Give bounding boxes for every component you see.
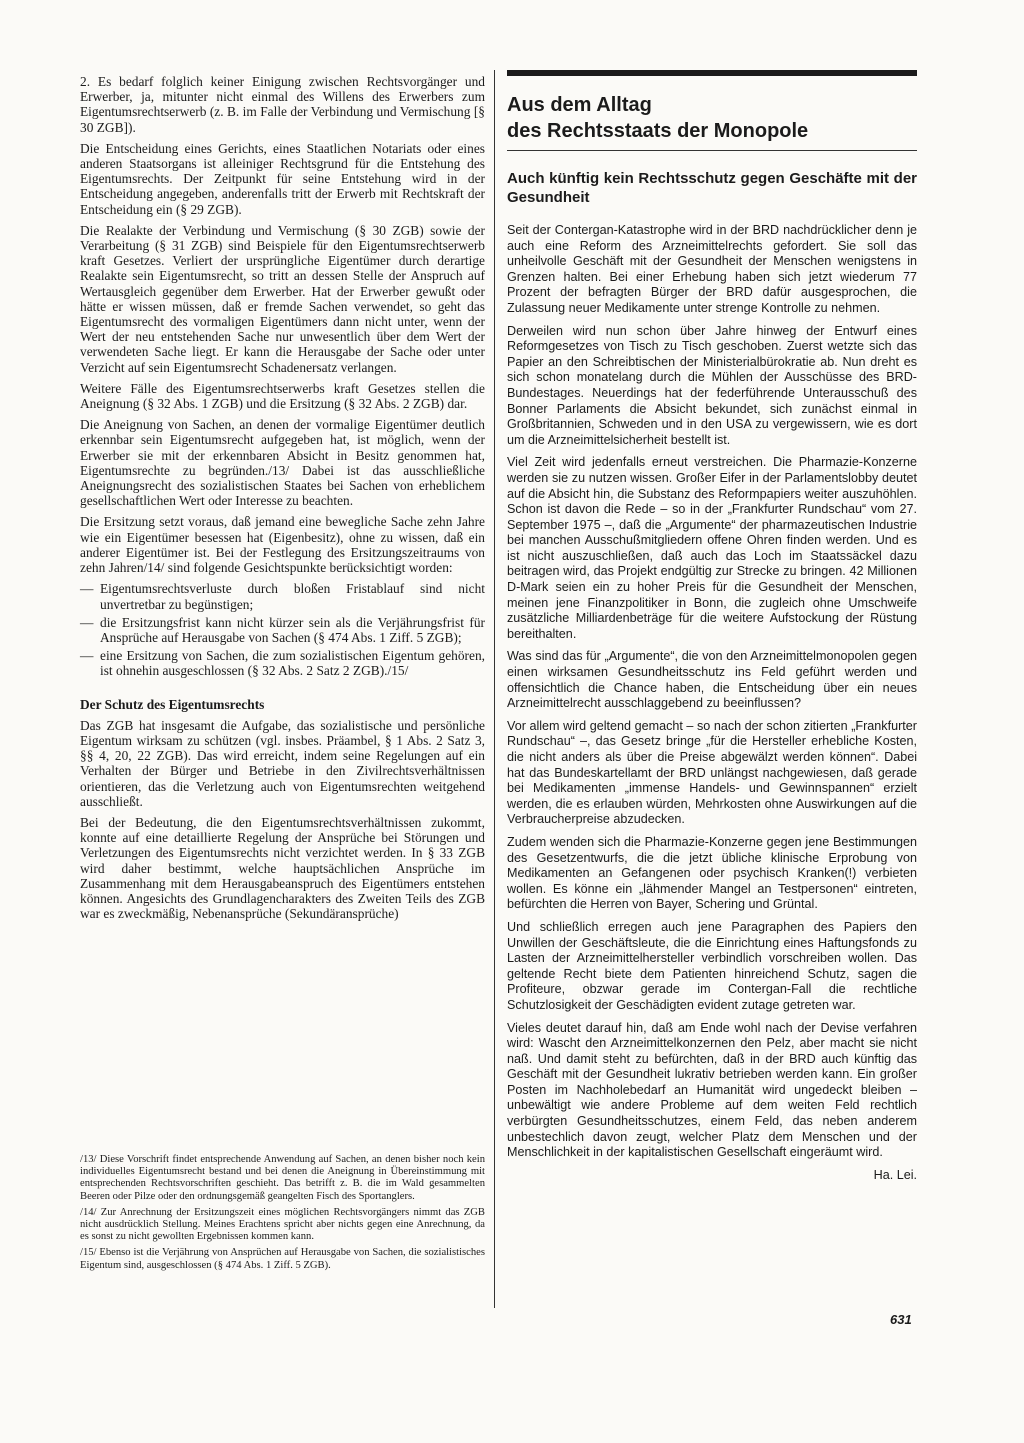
article-title: Auch künftig kein Rechtsschutz gegen Geschäfte mit der Gesundheit <box>507 170 917 206</box>
article-paragraph: Vor allem wird geltend gemacht – so nach der schon zitierten „Frankfurter Rundschau“ –, das Gesetz bringe „für die Hersteller erhebliche Kosten, die nicht anders als über die Preise abgewälzt werden können“. Dabei hat das Bundeskartellamt der BRD unlängst nachgewiesen, daß gerade bei Medikamenten „immense Handels- und Gewinnspannen“ erzielt werden, die es erlauben würden, Mehrkosten ohne Auswirkungen auf die Verbraucherpreise abzudecken. <box>507 718 917 827</box>
rubric-top-rule <box>507 70 917 76</box>
article-paragraph: Seit der Contergan-Katastrophe wird in der BRD nachdrücklicher denn je auch eine Reform des Arzneimittelrechts gefordert. Sie soll das unheilvolle Geschäft mit der Gesundheit der Menschen wenigstens in Grenzen halten. Bei einer Erhebung haben sich jetzt wiederum 77 Prozent der befragten Bürger der BRD dafür ausgesprochen, die Zulassung neuer Medikamente unter strenge Kontrolle zu nehmen. <box>507 223 917 315</box>
list-item: — die Ersitzungsfrist kann nicht kürzer sein als die Verjährungsfrist für Ansprüche auf Herausgabe von Sachen (§ 474 Abs. 1 Ziff. 5 ZGB); <box>80 615 485 645</box>
body-paragraph: Die Entscheidung eines Gerichts, eines Staatlichen Notariats oder eines anderen Staatsorgans ist alleiniger Rechtsgrund für die Entstehung des Eigentumsrechts. Der Zeitpunkt für seine Entstehung wird in der Entscheidung angegeben, anderenfalls tritt der Erwerb mit Rechtskraft der Entscheidung ein (§ 29 ZGB). <box>80 140 485 217</box>
body-paragraph: Das ZGB hat insgesamt die Aufgabe, das sozialistische und persönliche Eigentum wirksam zu schützen (vgl. insbes. Präambel, § 1 Abs. 2 Satz 3, §§ 4, 20, 22 ZGB). Das wird erreicht, indem seine Regelungen auf ein Verhalten der Bürger und Betriebe in den Zivilrechtsverhältnissen orientieren, das die Verletzung auch von Eigentumsrechten weitgehend ausschließt. <box>80 717 485 809</box>
article-paragraph: Zudem wenden sich die Pharmazie-Konzerne gegen jene Bestimmungen des Gesetzentwurfs, die die jetzt übliche klinische Erprobung von Medikamenten an Gefangenen oder psychisch Kranken(!) verbieten wollen. Es könne ein „lähmender Mangel an Testpersonen“ eintreten, befürchten die Herren von Bayer, Schering und Grüntal. <box>507 834 917 912</box>
body-paragraph: Die Realakte der Verbindung und Vermischung (§ 30 ZGB) sowie der Verarbeitung (§ 31 ZGB) sind Beispiele für den Eigentumsrechtserwerb kraft Gesetzes. Verliert der ursprüngliche Eigentümer durch derartige Realakte sein Eigentumsrecht, so tritt an dessen Stelle der Anspruch auf Wertausgleich gegenüber dem Erwerber. Hat der Erwerber gewußt oder hätte er wissen müssen, daß er fremde Sachen verwendet, so geht das Eigentumsrecht des vormaligen Eigentümers dann nicht unter, wenn der Wert der neu entstehenden Sache nur unwesentlich über dem Wert der verwendeten Sache liegt. Er kann die Herausgabe der Sache oder unter Verzicht auf sein Eigentumsrecht Schadenersatz verlangen. <box>80 222 485 375</box>
body-paragraph: 2. Es bedarf folglich keiner Einigung zwischen Rechtsvorgänger und Erwerber, ja, mitunter nicht einmal des Willens des Erwerbers zum Eigentumsrechtserwerb (z. B. im Falle der Verbindung und Vermischung [§ 30 ZGB]). <box>80 74 485 135</box>
article-paragraph: Was sind das für „Argumente“, die von den Arzneimittelmonopolen gegen einen wirksamen Gesundheitsschutz ins Feld geführt werden und offensichtlich die Chance haben, die Entscheidung über ein neues Arzneimittelrecht ausschlaggebend zu beeinflussen? <box>507 649 917 711</box>
column-divider <box>494 70 495 1308</box>
criteria-list <box>80 581 485 678</box>
body-paragraph: Die Aneignung von Sachen, an denen der vormalige Eigentümer deutlich erkennbar sein Eigentumsrecht aufgegeben hat, ist möglich, wenn der Erwerber sie mit der erkennbaren Absicht in Besitz genommen hat, Eigentumsrechte zu begründen./13/ Dabei ist das ausschließliche Aneignungsrecht des sozialistischen Staates bei Sachen von erheblichem gesellschaftlichen Wert oder Interesse zu beachten. <box>80 417 485 509</box>
list-item: — Eigentumsrechtsverluste durch bloßen Fristablauf sind nicht unvertretbar zu begünstigen; <box>80 581 485 611</box>
body-paragraph: Bei der Bedeutung, die den Eigentumsrechtsverhältnissen zukommt, konnte auf eine detaillierte Regelung der Ansprüche bei Störungen und Verletzungen des Eigentumsrechts nicht verzichtet werden. In § 33 ZGB wird daher bestimmt, welche hauptsächlichen Ansprüche im Zusammenhang mit dem Herausgabeanspruch des Eigentümers entstehen können. Angesichts des Grundlagencharakters des Zweiten Teils des ZGB war es zweckmäßig, Nebenansprüche (Sekundäransprüche) <box>80 814 485 922</box>
footnote: /14/ Zur Anrechnung der Ersitzungszeit eines möglichen Rechtsvorgängers nimmt das ZGB nicht ausdrücklich Stellung. Meines Erachtens spricht aber nichts gegen eine Anrechnung, da es sonst zu nicht gewollten Ergebnissen kommen kann. <box>80 1206 485 1243</box>
page-number: 631 <box>890 1312 912 1327</box>
author-signature: Ha. Lei. <box>873 1167 917 1182</box>
body-paragraph: Weitere Fälle des Eigentumsrechtserwerbs kraft Gesetzes stellen die Aneignung (§ 32 Abs. 1 ZGB) und die Ersitzung (§ 32 Abs. 2 ZGB) dar. <box>80 380 485 412</box>
list-item: — eine Ersitzung von Sachen, die zum sozialistischen Eigentum gehören, ist ohnehin ausgeschlossen (§ 32 Abs. 2 Satz 2 ZGB)./15/ <box>80 648 485 678</box>
footnote: /13/ Diese Vorschrift findet entsprechende Anwendung auf Sachen, an denen bisher noch kein individuelles Eigentumsrecht bestand und bei denen die Aneignung in Übereinstimmung mit entsprechenden Rechtsvorschriften geschieht. Das betrifft z. B. die im Wald gesammelten Beeren oder Pilze oder den ordnungsgemäß geangelten Fisch des Sportanglers. <box>80 1154 485 1202</box>
left-column <box>80 74 485 927</box>
article-paragraph: Derweilen wird nun schon über Jahre hinweg der Entwurf eines Reformgesetzes von Tisch zu Tisch geschoben. Zuerst wetzte sich das Papier an den Schreibtischen der Ministerialbürokratie ab. Nun dreht es sich schon monatelang durch die Mühlen der Ausschüsse des BRD-Bundestages. Neuerdings hat der federführende Unterausschuß des Bonner Parlaments die Absicht bekundet, sich zunächst einmal in Großbritannien, Schweden und in den USA zu vergewissern, wie es dort um die Arzneimittelsicherheit bestellt ist. <box>507 323 917 447</box>
section-heading: Der Schutz des Eigentumsrechts <box>80 696 265 712</box>
article-paragraph: Und schließlich erregen auch jene Paragraphen des Papiers den Unwillen der Geschäftsleute, die die Einrichtung eines Haftungsfonds zu Lasten der Arzneimittelhersteller verbindlich vorschreiben wollen. Das geltende Recht biete dem Patienten hinreichend Schutz, sagen die Profiteure, obzwar gerade im Contergan-Fall die rechtliche Schutzlosigkeit der Geschädigten evident zutage getreten war. <box>507 919 917 1012</box>
rubric-bottom-rule <box>507 150 917 151</box>
article-paragraph: Vieles deutet darauf hin, daß am Ende wohl nach der Devise verfahren wird: Wascht den Arzneimittelkonzernen den Pelz, aber macht sie nicht naß. Und damit steht zu befürchten, daß in der BRD auch künftig das Geschäft mit der Gesundheit lukrativ betrieben werden kann. Ein großer Posten im Nachholebedarf an Humanität wird ungedeckt bleiben – unbewältigt wie andere Probleme auf dem weiten Feld rechtlich verbürgten Gesundheitsschutzes, einem Feld, das neben anderem unbestechlich davon zeugt, welcher Platz dem Menschen und der Menschlichkeit in der kapitalistischen Gesellschaft eingeräumt wird. <box>507 1020 917 1160</box>
article-paragraph: Viel Zeit wird jedenfalls erneut verstreichen. Die Pharmazie-Konzerne werden sie zu nutzen wissen. Großer Eifer in der Parlamentslobby deutet auf die Absicht hin, die Substanz des Reformpapiers weiter auszuhöhlen. Schon ist davon die Rede – so in der „Frankfurter Rundschau“ vom 27. September 1975 –, daß die „Argumente“ der pharmazeutischen Industrie bei manchen Ausschußmitgliedern offene Ohren finden werden. Und es ist nicht auszuschließen, daß auch das Loch im Staatssäckel dazu beitragen wird, das Projekt endgültig zur Strecke zu bringen. 42 Millionen D-Mark seien ein zu hoher Preis für die Gesundheit der Menschen, meinen jene Finanzpolitiker in Bonn, die zugleich ohne Umschweife zusätzliche Milliardenbeträge für die weitere Aufstockung der Rüstung bereithalten. <box>507 455 917 641</box>
right-column <box>507 70 917 1183</box>
footnotes <box>80 1154 485 1276</box>
rubric-heading <box>507 92 917 144</box>
footnote: /15/ Ebenso ist die Verjährung von Ansprüchen auf Herausgabe von Sachen, die sozialistisches Eigentum sind, ausgeschlossen (§ 474 Abs. 1 Ziff. 5 ZGB). <box>80 1247 485 1271</box>
rubric-line: des Rechtsstaats der Monopole <box>507 120 809 142</box>
body-paragraph: Die Ersitzung setzt voraus, daß jemand eine bewegliche Sache zehn Jahre wie ein Eigentümer besessen hat (Eigenbesitz), ohne zu wissen, daß ein anderer Eigentümer ist. Bei der Festlegung des Ersitzungszeitraums von zehn Jahren/14/ sind folgende Gesichtspunkte berücksichtigt worden: <box>80 514 485 576</box>
rubric-line: Aus dem Alltag <box>507 94 652 116</box>
